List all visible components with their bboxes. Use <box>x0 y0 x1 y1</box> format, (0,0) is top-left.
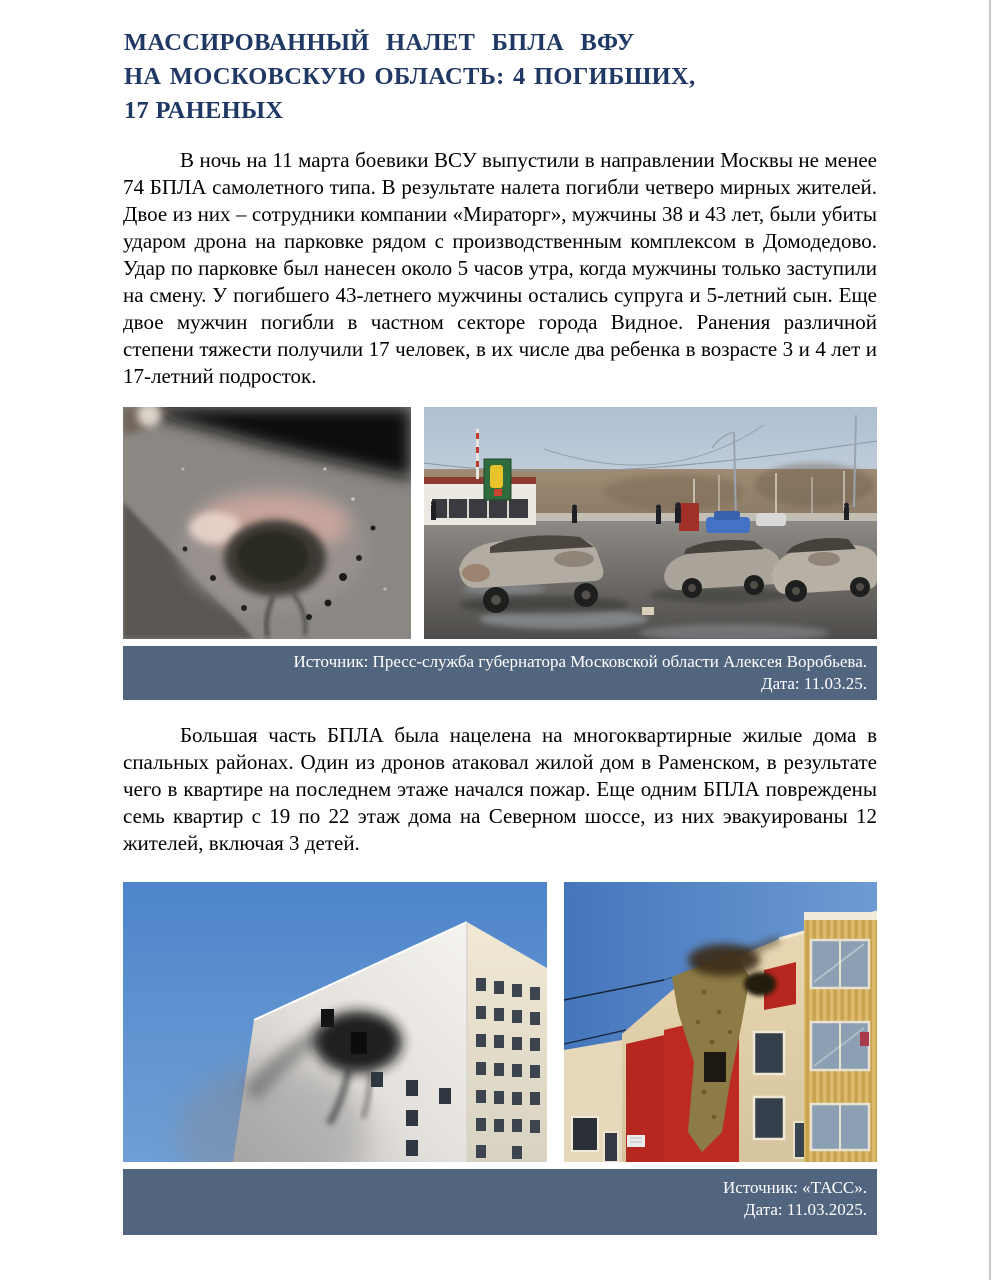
photo-burned-cars <box>424 407 877 639</box>
photo-row-2 <box>123 882 877 1162</box>
photo-caption-1 <box>123 646 877 700</box>
photo-row-1 <box>123 407 877 639</box>
paragraph-casualties: В ночь на 11 марта боевики ВСУ выпустили в направлении Москвы не менее 74 БПЛА самолетного типа. В результате налета погибли четверо мирных жителей. Двое из них – сотрудники компании «Мираторг», мужчины 38 и 43 лет, были убиты ударом дрона на парковке рядом с производственным комплексом в Домодедово. Удар по парковке был нанесен около 5 часов утра, когда мужчины только заступили на смену. У погибшего 43-летнего мужчины остались супруга и 5-летний сын. Еще двое мужчин погибли в частном секторе города Видное. Ранения различной степени тяжести получили 17 человек, в их числе два ребенка в возрасте 3 и 4 лет и 17-летний подросток. <box>123 148 877 388</box>
paragraph-residential: Большая часть БПЛА была нацелена на многоквартирные жилые дома в спальных районах. Один из дронов атаковал жилой дом в Раменском, в результате чего в квартире на последнем этаже начался пожар. Еще одним БПЛА повреждены семь квартир с 19 по 22 этаж дома на Северном шоссе, из них эвакуированы 12 жителей, включая 3 детей. <box>123 723 877 855</box>
caption-1-date: Дата: 11.03.25. <box>761 674 867 693</box>
page-title <box>124 26 877 128</box>
page-edge-line <box>989 0 991 1280</box>
photo-caption-2 <box>123 1169 877 1235</box>
document-page <box>123 0 877 1235</box>
title-line-2: НА МОСКОВСКУЮ ОБЛАСТЬ: 4 ПОГИБШИХ, <box>124 63 696 90</box>
title-line-1: МАССИРОВАННЫЙ НАЛЕТ БПЛА ВФУ <box>124 29 635 56</box>
photo-crater-night <box>123 407 411 639</box>
caption-2-date: Дата: 11.03.2025. <box>744 1200 867 1219</box>
photo-white-tower <box>123 882 547 1162</box>
title-line-3: 17 РАНЕНЫХ <box>124 97 284 124</box>
caption-2-source: Источник: «ТАСС». <box>723 1178 867 1197</box>
caption-1-source: Источник: Пресс-служба губернатора Московской области Алексея Воробьева. <box>293 652 867 671</box>
photo-red-beige-building <box>564 882 877 1162</box>
